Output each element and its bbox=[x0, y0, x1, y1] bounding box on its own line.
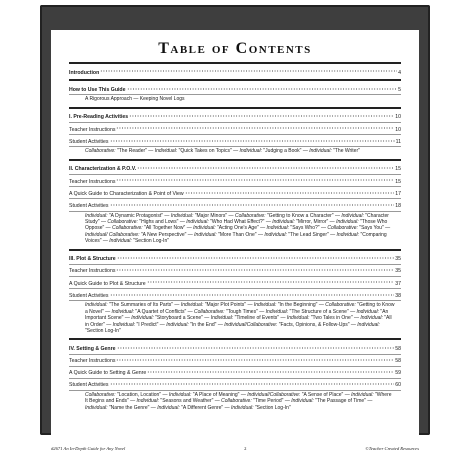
dot-leader bbox=[117, 253, 395, 260]
toc-entry bbox=[69, 174, 401, 186]
dot-leader bbox=[116, 355, 394, 362]
toc-page-number: 60 bbox=[395, 382, 401, 389]
toc-page-number: 15 bbox=[395, 166, 401, 173]
toc-entry-label: How to Use This Guide bbox=[69, 86, 126, 93]
dot-leader bbox=[116, 265, 394, 272]
toc-entry bbox=[69, 122, 401, 134]
toc-entry-label: Student Activities bbox=[69, 138, 109, 145]
dot-leader bbox=[147, 367, 394, 374]
toc-entry-label: A Quick Guide to Characterization & Point of View bbox=[69, 190, 184, 197]
toc-page-number: 37 bbox=[395, 280, 401, 287]
toc-page-number: 35 bbox=[395, 256, 401, 263]
toc-entry-label: II. Characterization & P.O.V. bbox=[69, 166, 137, 173]
toc-entry bbox=[69, 198, 401, 210]
activity-list: Collaborative: "Location, Location" — Individual: "A Place of Meaning" — Individual/Collaborative: "A Sense of Place" — Individual: "Where It Begins and Ends" — Individual: "Seasons and Weather" — Collaborative: "Time Period" — Individual: "The Passage of Time" — Individual: "Name the Genre" — Individual: "A Different Genre" — Individual: "Section Log-In" bbox=[69, 390, 401, 413]
dot-leader bbox=[129, 111, 394, 118]
dot-leader bbox=[110, 290, 395, 297]
toc-entry-label: Student Activities bbox=[69, 202, 109, 209]
dot-leader bbox=[116, 176, 394, 183]
footer-book-title: #2671 An In-Depth Guide for Any Novel bbox=[51, 446, 126, 451]
toc-entry-label: Student Activities bbox=[69, 292, 109, 299]
footer-page-number: 2 bbox=[244, 446, 247, 451]
toc-section-heading bbox=[69, 342, 401, 353]
footer-publisher: ©Teacher Created Resources bbox=[365, 446, 419, 451]
toc-section-heading bbox=[69, 83, 401, 94]
activity-list: Individual: "A Dynamic Protagonist" — Individual: "Major Minors" — Collaborative: "Getting to Know a Character" — Individual: "Character Study" — Collaborative: "Highs and Lows" — Individual: "Who Had What Effect?" — Individual: "Mirror, Mirror" — Individual: "Those Who Oppose" — Collaborative: "All Together Now" — Individual: "Acting One's Age" — Individual: "Says Who?" — Collaborative: "Says You" — Individual/ Collaborative: "A New Perspective" — Individual: "More Than One" — Individual: "The Lead Singer" — Individual: "Comparing Voices" — Individual: "Section Log-In" bbox=[69, 211, 401, 247]
page-title: Table of Contents bbox=[158, 40, 312, 57]
toc-entry bbox=[69, 134, 401, 146]
toc-entry-label: III. Plot & Structure bbox=[69, 256, 116, 263]
toc-entry-label: A Quick Guide to Setting & Genre bbox=[69, 370, 147, 377]
toc-entry-label: Teacher Instructions bbox=[69, 126, 116, 133]
toc-entry bbox=[69, 276, 401, 288]
dot-leader bbox=[185, 188, 395, 195]
page-footer bbox=[51, 446, 419, 451]
toc-entry-label: I. Pre-Reading Activities bbox=[69, 114, 129, 121]
dot-leader bbox=[110, 379, 395, 386]
toc-entry-label: Introduction bbox=[69, 69, 100, 76]
dot-leader bbox=[100, 67, 397, 74]
dot-leader bbox=[110, 136, 395, 143]
toc-entry bbox=[69, 366, 401, 378]
toc-page-number: 5 bbox=[398, 86, 401, 93]
activity-list: A Rigorous Approach — Keeping Novel Logs bbox=[69, 94, 401, 104]
toc-page-number: 38 bbox=[395, 292, 401, 299]
toc-section-heading bbox=[69, 163, 401, 174]
toc-section-heading bbox=[69, 111, 401, 122]
dot-leader bbox=[147, 278, 395, 285]
toc-section-heading bbox=[69, 253, 401, 264]
toc-entry-label: A Quick Guide to Plot & Structure bbox=[69, 280, 146, 287]
toc-page-number: 59 bbox=[395, 370, 401, 377]
toc-page-number: 4 bbox=[398, 69, 401, 76]
toc-section bbox=[69, 62, 401, 77]
toc-page-number: 18 bbox=[395, 202, 401, 209]
toc-page-number: 11 bbox=[395, 138, 401, 145]
toc-section bbox=[69, 338, 401, 413]
dot-leader bbox=[127, 84, 398, 91]
toc-page-number: 58 bbox=[395, 345, 401, 352]
dot-leader bbox=[110, 200, 395, 207]
toc-page-number: 35 bbox=[395, 268, 401, 275]
toc-section bbox=[69, 107, 401, 157]
activity-list: Collaborative: "The Reader" — Individual: "Quick Takes on Topics" — Individual: "Judging a Book" — Individual: "The Writer" bbox=[69, 146, 401, 156]
toc-entry-label: Teacher Instructions bbox=[69, 358, 116, 365]
toc-entry bbox=[69, 264, 401, 276]
toc-section-heading bbox=[69, 66, 401, 77]
toc-entry-label: IV. Setting & Genre bbox=[69, 345, 116, 352]
toc-page-number: 10 bbox=[395, 126, 401, 133]
dot-leader bbox=[117, 343, 395, 350]
toc-page-number: 15 bbox=[395, 178, 401, 185]
toc-page-number: 17 bbox=[395, 190, 401, 197]
toc-entry bbox=[69, 186, 401, 198]
toc-entry-label: Teacher Instructions bbox=[69, 268, 116, 275]
table-of-contents bbox=[51, 62, 419, 413]
toc-entry-label: Student Activities bbox=[69, 382, 109, 389]
toc-page-number: 58 bbox=[395, 358, 401, 365]
toc-entry bbox=[69, 354, 401, 366]
toc-section bbox=[69, 79, 401, 105]
toc-entry bbox=[69, 378, 401, 390]
activity-list: Individual: "The Summaries of Its Parts" — Individual: "Major Plot Points" — Individual: "In the Beginning" — Collaborative: "Getting to Know a Novel" — Individual: "A Quartet of Conflicts" — Collaborative: "Tough Times" — Individual: "The Structure of a Scene" — Individual: "An Important Scene" — Individual: "Storyboard a Scene" — Individual: "Timeline of Events" — Individual: "Two Tales in One" — Individual: "All in Order" — Individual: "I Predict" — Individual: "In the End" — Individual/Collaborative: "Facts, Opinions, & Follow-Ups" — Individual: "Section Log-In" bbox=[69, 300, 401, 336]
dot-leader bbox=[137, 163, 394, 170]
toc-section bbox=[69, 249, 401, 337]
toc-page-number: 10 bbox=[395, 114, 401, 121]
toc-section bbox=[69, 159, 401, 247]
toc-entry bbox=[69, 288, 401, 300]
toc-entry-label: Teacher Instructions bbox=[69, 178, 116, 185]
toc-page bbox=[51, 30, 419, 436]
dot-leader bbox=[116, 124, 394, 131]
